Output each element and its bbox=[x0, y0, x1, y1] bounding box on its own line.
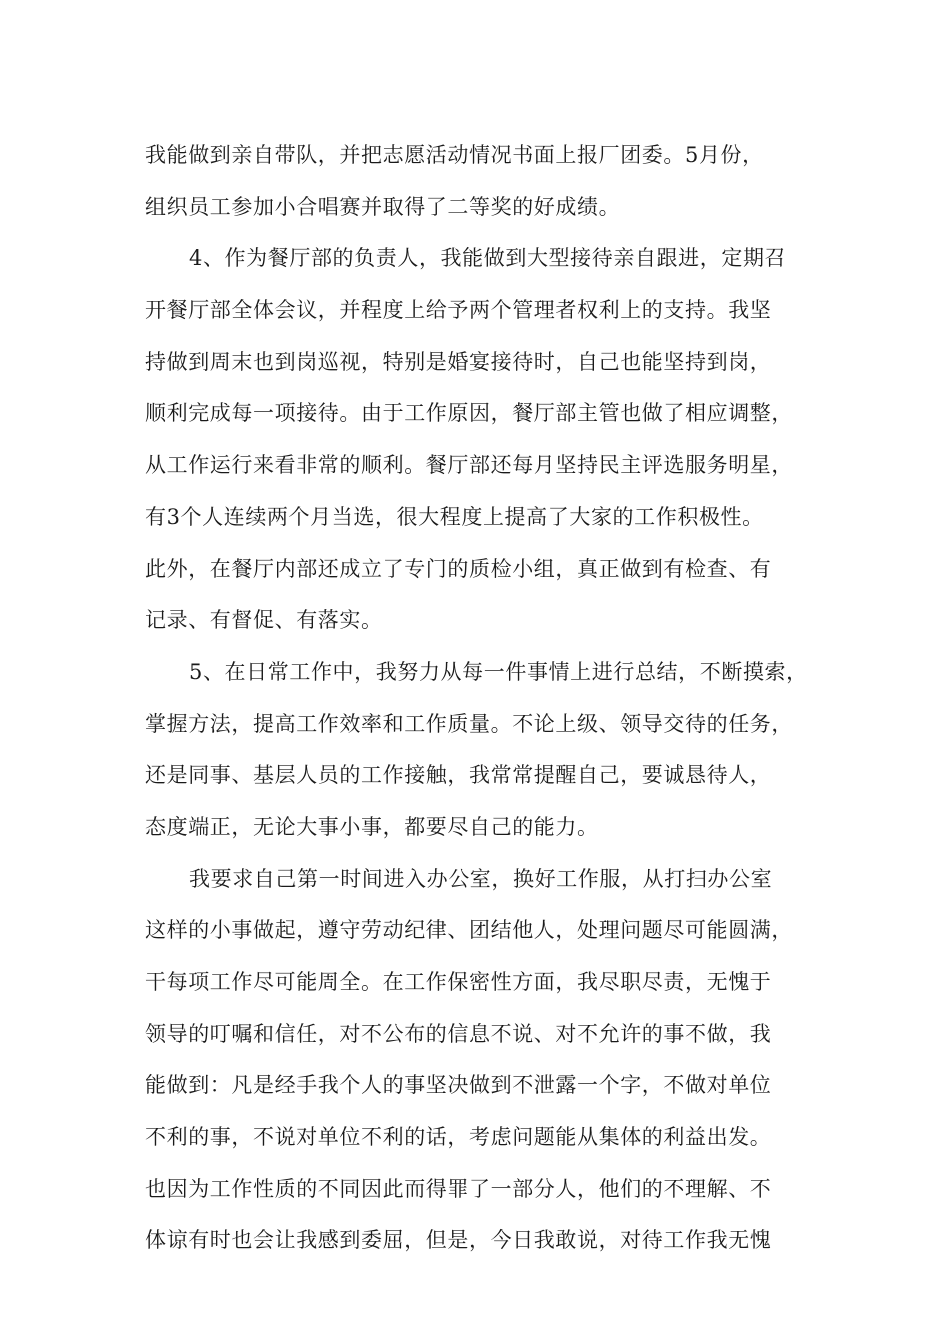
text-line: 态度端正，无论大事小事，都要尽自己的能力。 bbox=[145, 814, 599, 839]
text-line: 我能做到亲自带队，并把志愿活动情况书面上报厂团委。5月份， bbox=[145, 143, 764, 167]
body-text bbox=[145, 130, 835, 1267]
text-line: 干每项工作尽可能周全。在工作保密性方面，我尽职尽责，无愧于 bbox=[145, 970, 772, 994]
text-line: 掌握方法，提高工作效率和工作质量。不论上级、领导交待的任务， bbox=[145, 711, 793, 736]
text-line: 此外，在餐厅内部还成立了专门的质检小组，真正做到有检查、有 bbox=[145, 556, 772, 581]
text-line: 组织员工参加小合唱赛并取得了二等奖的好成绩。 bbox=[145, 194, 621, 219]
text-line: 这样的小事做起，遵守劳动纪律、团结他人，处理问题尽可能圆满， bbox=[145, 918, 793, 943]
text-line: 我要求自己第一时间进入办公室，换好工作服，从打扫办公室 bbox=[189, 866, 773, 891]
text-line: 记录、有督促、有落实。 bbox=[145, 608, 383, 633]
text-line: 有3个人连续两个月当选，很大程度上提高了大家的工作积极性。 bbox=[145, 504, 764, 529]
text-line: 也因为工作性质的不同因此而得罪了一部分人，他们的不理解、不 bbox=[145, 1176, 772, 1201]
text-line: 4、作为餐厅部的负责人，我能做到大型接待亲自跟进，定期召 bbox=[189, 246, 787, 271]
text-line: 5、在日常工作中，我努力从每一件事情上进行总结，不断摸索， bbox=[189, 659, 808, 684]
text-line: 体谅有时也会让我感到委屈，但是，今日我敢说，对待工作我无愧 bbox=[145, 1228, 772, 1253]
text-line: 顺利完成每一项接待。由于工作原因，餐厅部主管也做了相应调整， bbox=[145, 401, 793, 426]
text-line: 领导的叮嘱和信任，对不公布的信息不说、对不允许的事不做，我 bbox=[145, 1021, 772, 1046]
text-line: 还是同事、基层人员的工作接触，我常常提醒自己，要诚恳待人， bbox=[145, 763, 772, 788]
text-line: 持做到周末也到岗巡视，特别是婚宴接待时，自己也能坚持到岗， bbox=[145, 349, 772, 374]
text-line: 不利的事，不说对单位不利的话，考虑问题能从集体的利益出发。 bbox=[145, 1125, 772, 1150]
text-line: 从工作运行来看非常的顺利。餐厅部还每月坚持民主评选服务明星， bbox=[145, 453, 793, 478]
text-line: 能做到：凡是经手我个人的事坚决做到不泄露一个字，不做对单位 bbox=[145, 1073, 772, 1098]
text-line: 开餐厅部全体会议，并程度上给予两个管理者权利上的支持。我坚 bbox=[145, 298, 772, 323]
